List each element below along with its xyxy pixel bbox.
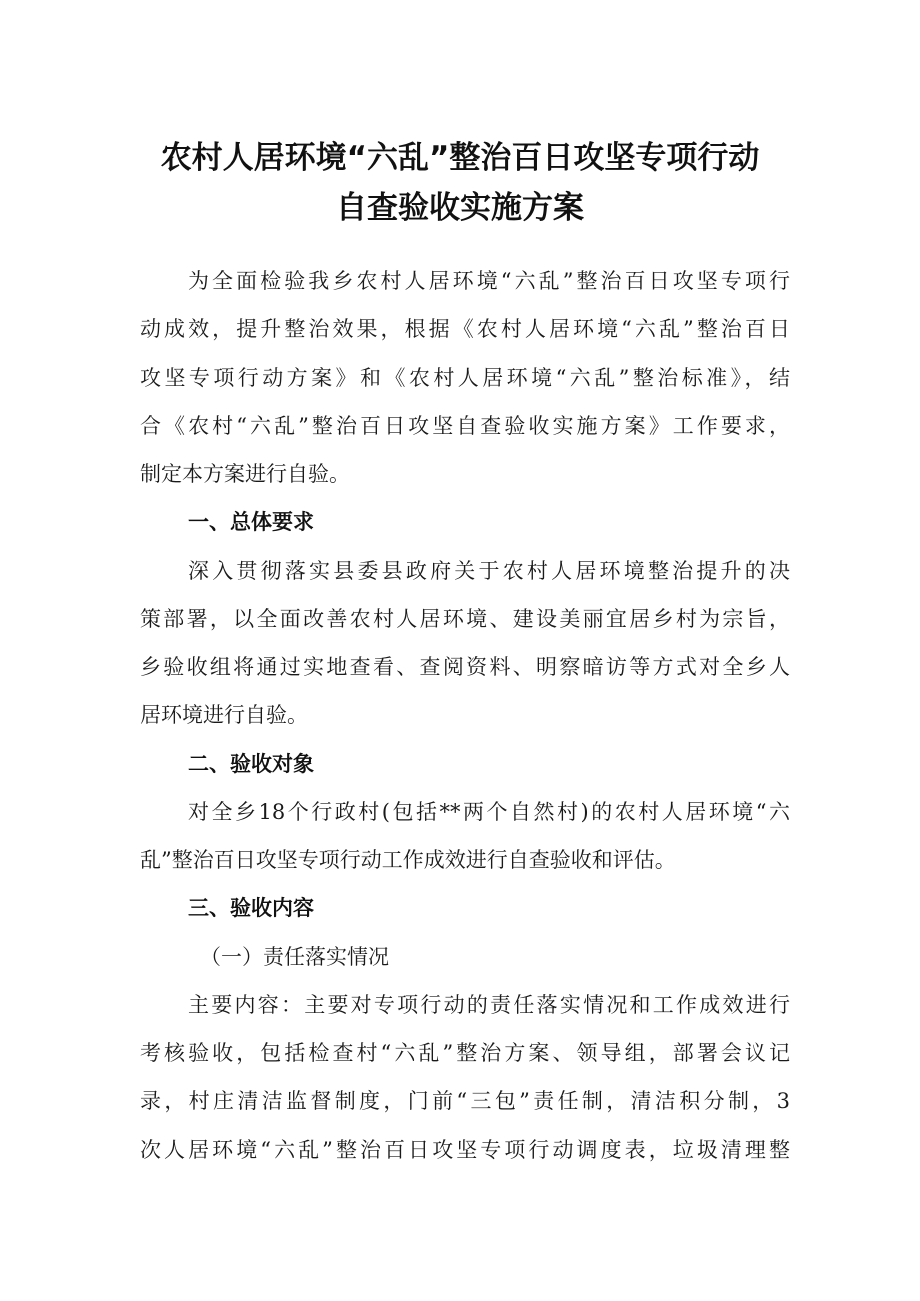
section-2-heading: 二、验收对象: [188, 752, 314, 776]
section-3-line-4: 次人居环境“六乱”整治百日攻坚专项行动调度表，垃圾清理整: [140, 1138, 790, 1162]
section-2-line-2: 乱”整治百日攻坚专项行动工作成效进行自查验收和评估。: [140, 848, 676, 872]
section-2-line-1: 对全乡18个行政村(包括**两个自然村)的农村人居环境“六: [188, 800, 790, 824]
section-1-line-3: 乡验收组将通过实地查看、查阅资料、明察暗访等方式对全乡人: [140, 655, 790, 679]
intro-line-1: 为全面检验我乡农村人居环境“六乱”整治百日攻坚专项行: [188, 269, 790, 293]
section-1-line-4: 居环境进行自验。: [140, 703, 308, 727]
intro-line-2: 动成效，提升整治效果，根据《农村人居环境“六乱”整治百日: [140, 317, 790, 341]
section-3-line-1: 主要内容：主要对专项行动的责任落实情况和工作成效进行: [188, 993, 790, 1017]
intro-line-3: 攻坚专项行动方案》和《农村人居环境“六乱”整治标准》，结: [140, 366, 790, 390]
document-title-line-2: 自查验收实施方案: [336, 190, 584, 226]
section-3-heading: 三、验收内容: [188, 896, 314, 920]
section-3-subheading: （一）责任落实情况: [200, 945, 389, 969]
intro-line-4: 合《农村“六乱”整治百日攻坚自查验收实施方案》工作要求，: [140, 414, 790, 438]
section-1-line-2: 策部署，以全面改善农村人居环境、建设美丽宜居乡村为宗旨，: [140, 607, 790, 631]
section-3-line-3: 录，村庄清洁监督制度，门前“三包”责任制，清洁积分制，3: [140, 1089, 790, 1113]
section-1-line-1: 深入贯彻落实县委县政府关于农村人居环境整治提升的决: [188, 559, 790, 583]
document-title-line-1: 农村人居环境“六乱”整治百日攻坚专项行动: [160, 140, 760, 176]
section-1-heading: 一、总体要求: [188, 510, 314, 534]
intro-line-5: 制定本方案进行自验。: [140, 462, 350, 486]
section-3-line-2: 考核验收，包括检查村“六乱”整治方案、领导组，部署会议记: [140, 1041, 790, 1065]
